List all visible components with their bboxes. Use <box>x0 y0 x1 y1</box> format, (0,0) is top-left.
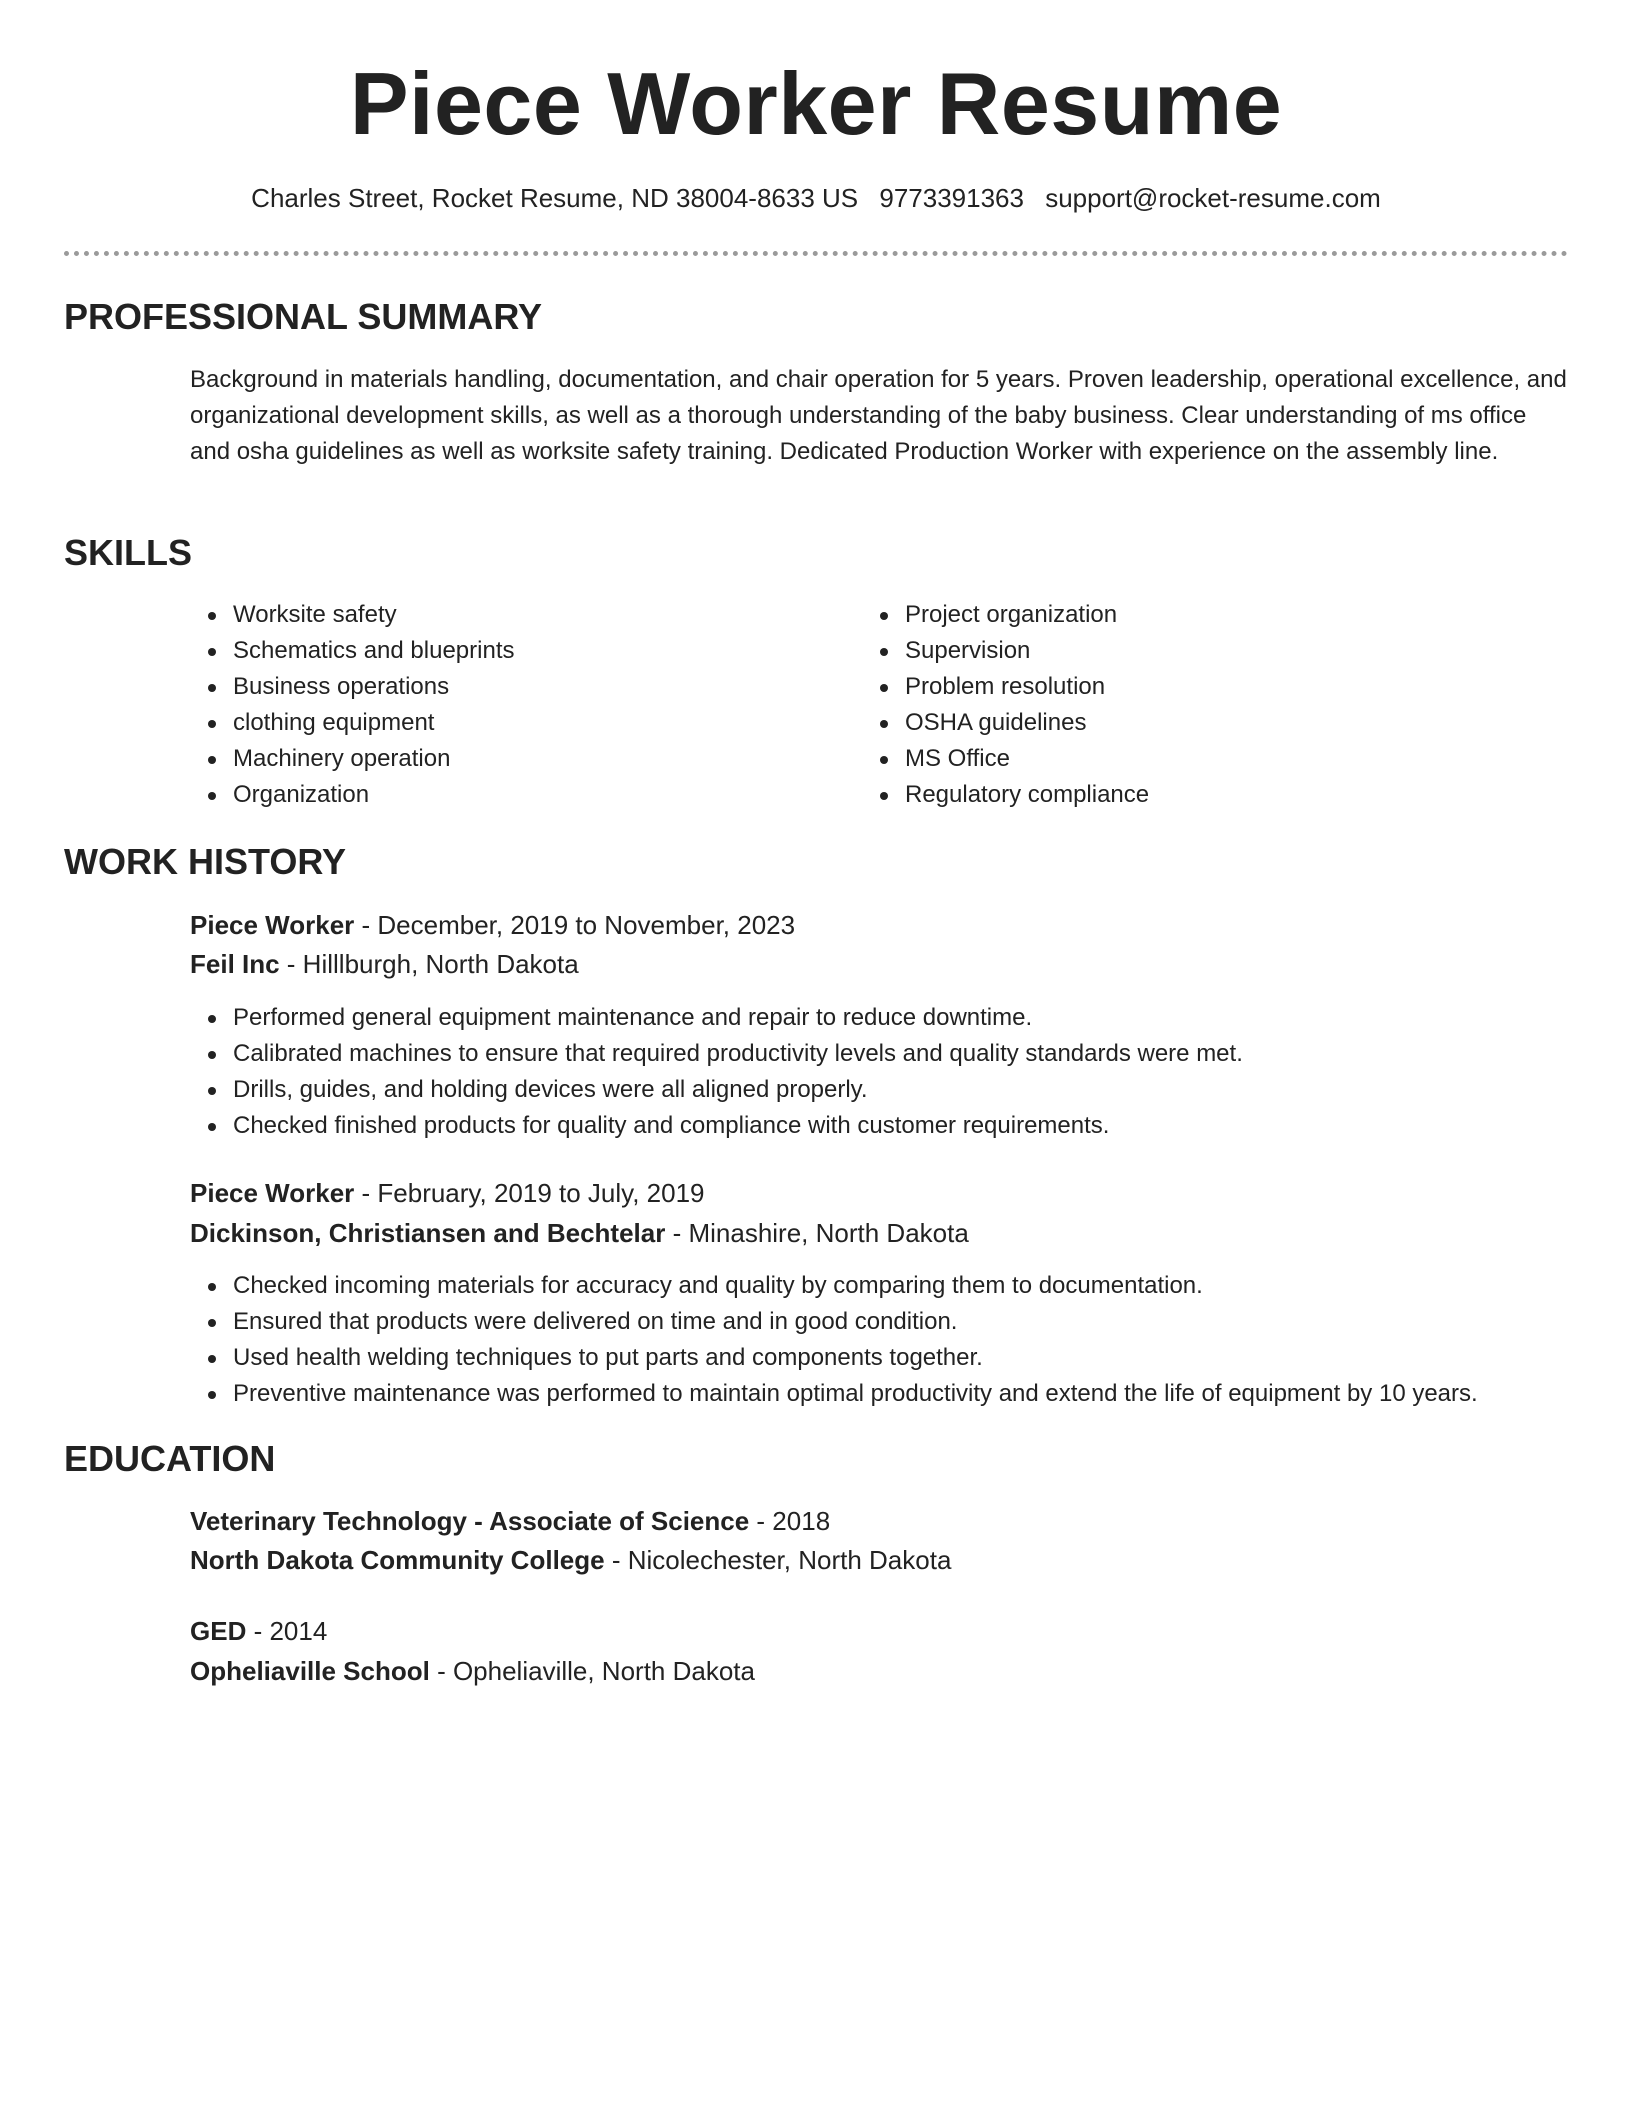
skills-list-left <box>190 597 853 813</box>
job-bullets <box>190 1268 1611 1412</box>
skill-item: OSHA guidelines <box>905 705 1525 741</box>
job-company-line <box>190 945 579 983</box>
education-school: Opheliaville School <box>190 1656 430 1686</box>
education-degree: Veterinary Technology - Associate of Science <box>190 1506 750 1536</box>
skills-heading: SKILLS <box>64 532 193 573</box>
job-company: Dickinson, Christiansen and Bechtelar <box>190 1218 666 1248</box>
education-location: - Nicolechester, North Dakota <box>604 1545 952 1575</box>
job-bullet: Calibrated machines to ensure that required productivity levels and quality standards were met. <box>233 1036 1611 1072</box>
education-year: - 2018 <box>749 1506 831 1536</box>
job-bullet: Ensured that products were delivered on time and in good condition. <box>233 1304 1611 1340</box>
job-bullets <box>190 1000 1611 1144</box>
education-location: - Opheliaville, North Dakota <box>429 1656 755 1686</box>
skill-item: Machinery operation <box>233 741 853 777</box>
skill-item: Problem resolution <box>905 669 1525 705</box>
job-company-line <box>190 1214 969 1252</box>
summary-heading: PROFESSIONAL SUMMARY <box>64 296 543 337</box>
education-heading: EDUCATION <box>64 1438 276 1479</box>
skill-item: Supervision <box>905 633 1525 669</box>
education-school: North Dakota Community College <box>190 1545 605 1575</box>
education-year: - 2014 <box>246 1616 328 1646</box>
summary-text: Background in materials handling, documentation, and chair operation for 5 years. Proven leadership, operational excellence, and organizational development skills, as well as a thorough understanding of the baby business. Clear understanding of ms office and osha guidelines as well as worksite safety training. Dedicated Production Worker with experience on the assembly line. <box>190 366 1567 465</box>
education-degree-line <box>190 1502 830 1540</box>
skill-item: Worksite safety <box>233 597 853 633</box>
skill-item: Business operations <box>233 669 853 705</box>
job-dates: - December, 2019 to November, 2023 <box>354 910 796 940</box>
work-heading: WORK HISTORY <box>64 841 347 882</box>
job-bullet: Checked finished products for quality and compliance with customer requirements. <box>233 1108 1611 1144</box>
job-title: Piece Worker <box>190 1178 355 1208</box>
contact-line <box>0 180 1632 216</box>
skill-item: Schematics and blueprints <box>233 633 853 669</box>
skill-item: Project organization <box>905 597 1525 633</box>
education-degree-line <box>190 1612 327 1650</box>
job-dates: - February, 2019 to July, 2019 <box>354 1178 705 1208</box>
job-company: Feil Inc <box>190 949 280 979</box>
skills-list-right <box>862 597 1525 813</box>
resume-title: Piece Worker Resume <box>349 54 1283 153</box>
skill-item: MS Office <box>905 741 1525 777</box>
education-school-line <box>190 1652 755 1690</box>
job-bullet: Checked incoming materials for accuracy and quality by comparing them to documentation. <box>233 1268 1611 1304</box>
job-title-line <box>190 1174 705 1212</box>
skill-item: Regulatory compliance <box>905 777 1525 813</box>
job-title-line <box>190 906 795 944</box>
education-school-line <box>190 1541 951 1579</box>
contact-address: Charles Street, Rocket Resume, ND 38004-8633 US <box>251 183 859 213</box>
contact-phone: 9773391363 <box>879 183 1024 213</box>
job-bullet: Used health welding techniques to put parts and components together. <box>233 1340 1611 1376</box>
skill-item: Organization <box>233 777 853 813</box>
job-location: - Hilllburgh, North Dakota <box>279 949 579 979</box>
header-divider <box>64 251 1568 256</box>
contact-email: support@rocket-resume.com <box>1045 183 1381 213</box>
job-bullet: Performed general equipment maintenance and repair to reduce downtime. <box>233 1000 1611 1036</box>
job-location: - Minashire, North Dakota <box>665 1218 969 1248</box>
education-degree: GED <box>190 1616 247 1646</box>
job-bullet: Drills, guides, and holding devices were all aligned properly. <box>233 1072 1611 1108</box>
skill-item: clothing equipment <box>233 705 853 741</box>
job-title: Piece Worker <box>190 910 355 940</box>
job-bullet: Preventive maintenance was performed to maintain optimal productivity and extend the life of equipment by 10 years. <box>233 1376 1611 1412</box>
